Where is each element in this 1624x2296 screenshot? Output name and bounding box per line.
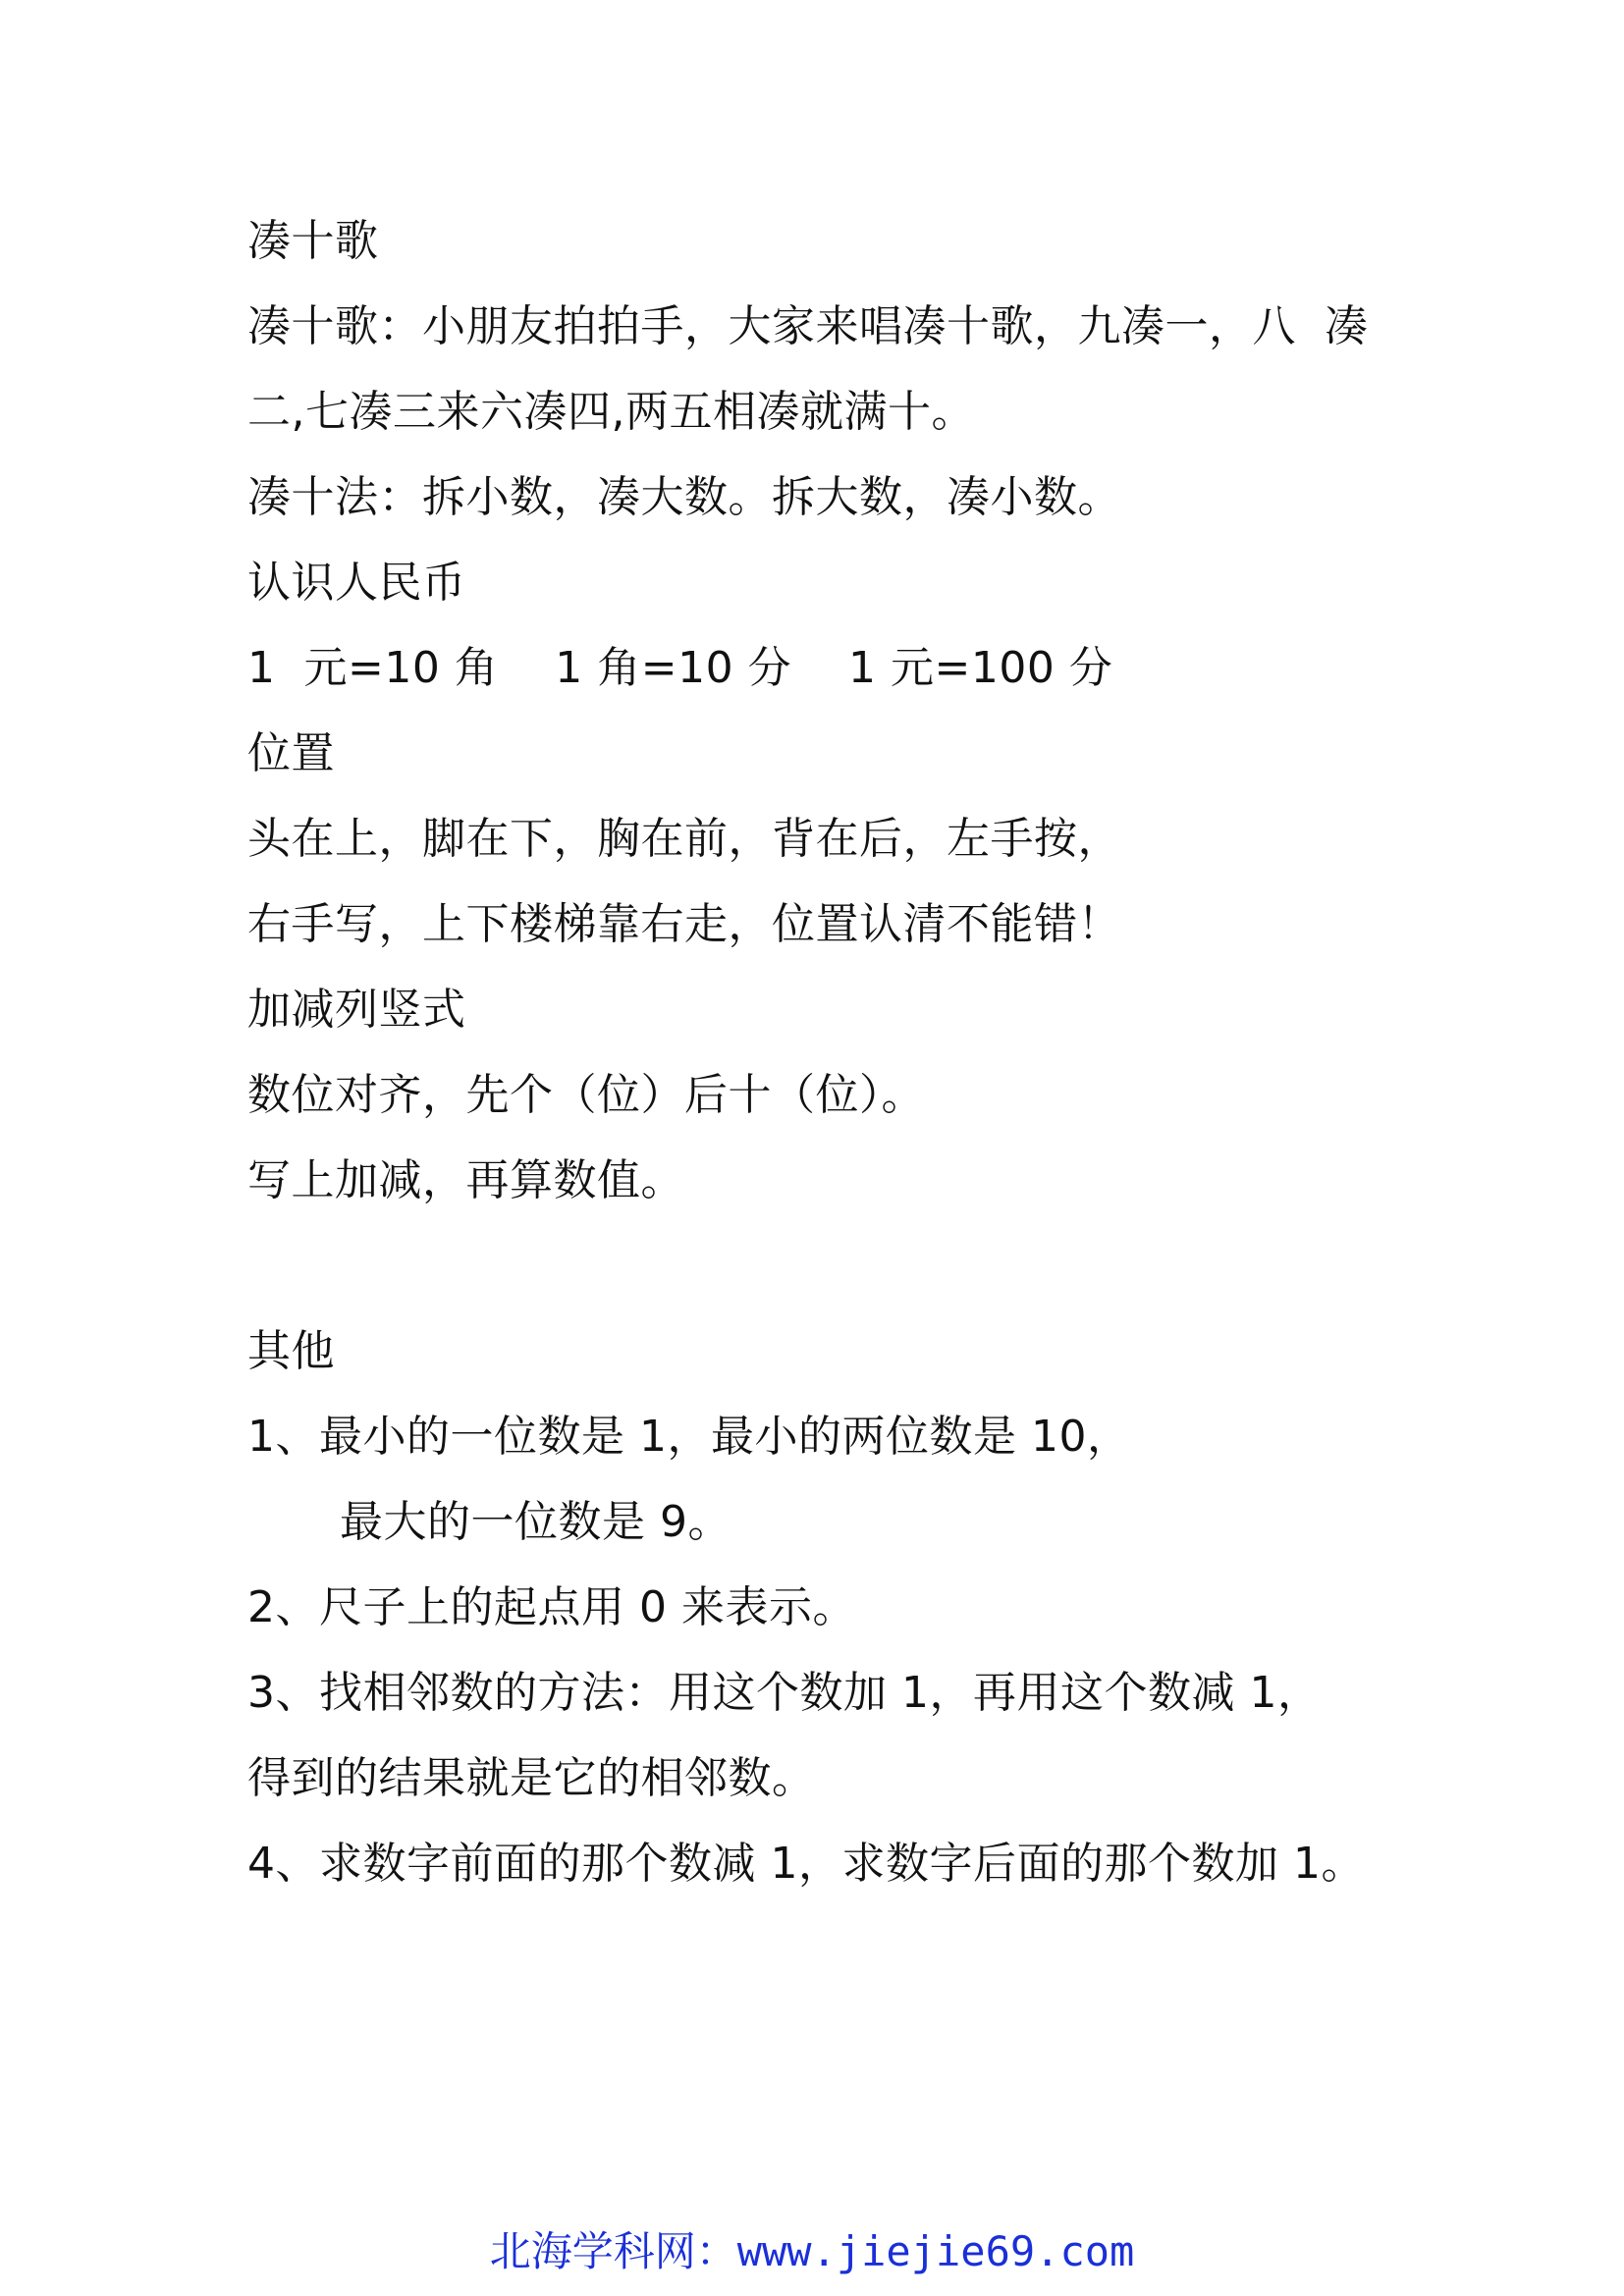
text-line: 二,七凑三来六凑四,两五相凑就满十。 [247,387,975,437]
heading-other: 其他 [247,1326,335,1376]
text-line: 写上加减，再算数值。 [247,1155,684,1205]
heading-position: 位置 [247,728,335,778]
heading-renminbi: 认识人民币 [247,558,466,608]
list-item-continuation: 最大的一位数是 9。 [340,1497,731,1547]
text-line: 凑十歌：小朋友拍拍手，大家来唱凑十歌，九凑一，八 凑 [247,301,1369,351]
text-line: 1 元=10 角 1 角=10 分 1 元=100 分 [247,643,1113,693]
list-item-continuation: 得到的结果就是它的相邻数。 [247,1753,816,1803]
footer-url[interactable]: www.jiejie69.com [736,2227,1135,2275]
text-line: 头在上，脚在下，胸在前，背在后，左手按， [247,814,1121,864]
list-item: 1、最小的一位数是 1，最小的两位数是 10， [247,1412,1131,1462]
text-line: 右手写，上下楼梯靠右走，位置认清不能错！ [247,899,1121,949]
footer-site-label: 北海学科网： [489,2227,737,2275]
text-line: 数位对齐，先个（位）后十（位）。 [247,1070,925,1120]
text-line: 凑十法：拆小数，凑大数。拆大数，凑小数。 [247,472,1121,522]
footer-watermark [0,2226,1624,2277]
heading-coushige: 凑十歌 [247,216,379,266]
list-item: 3、找相邻数的方法：用这个数加 1，再用这个数减 1， [247,1668,1322,1718]
heading-vertical-form: 加减列竖式 [247,985,466,1035]
list-item: 4、求数字前面的那个数减 1，求数字后面的那个数加 1。 [247,1839,1365,1889]
list-item: 2、尺子上的起点用 0 来表示。 [247,1582,856,1632]
